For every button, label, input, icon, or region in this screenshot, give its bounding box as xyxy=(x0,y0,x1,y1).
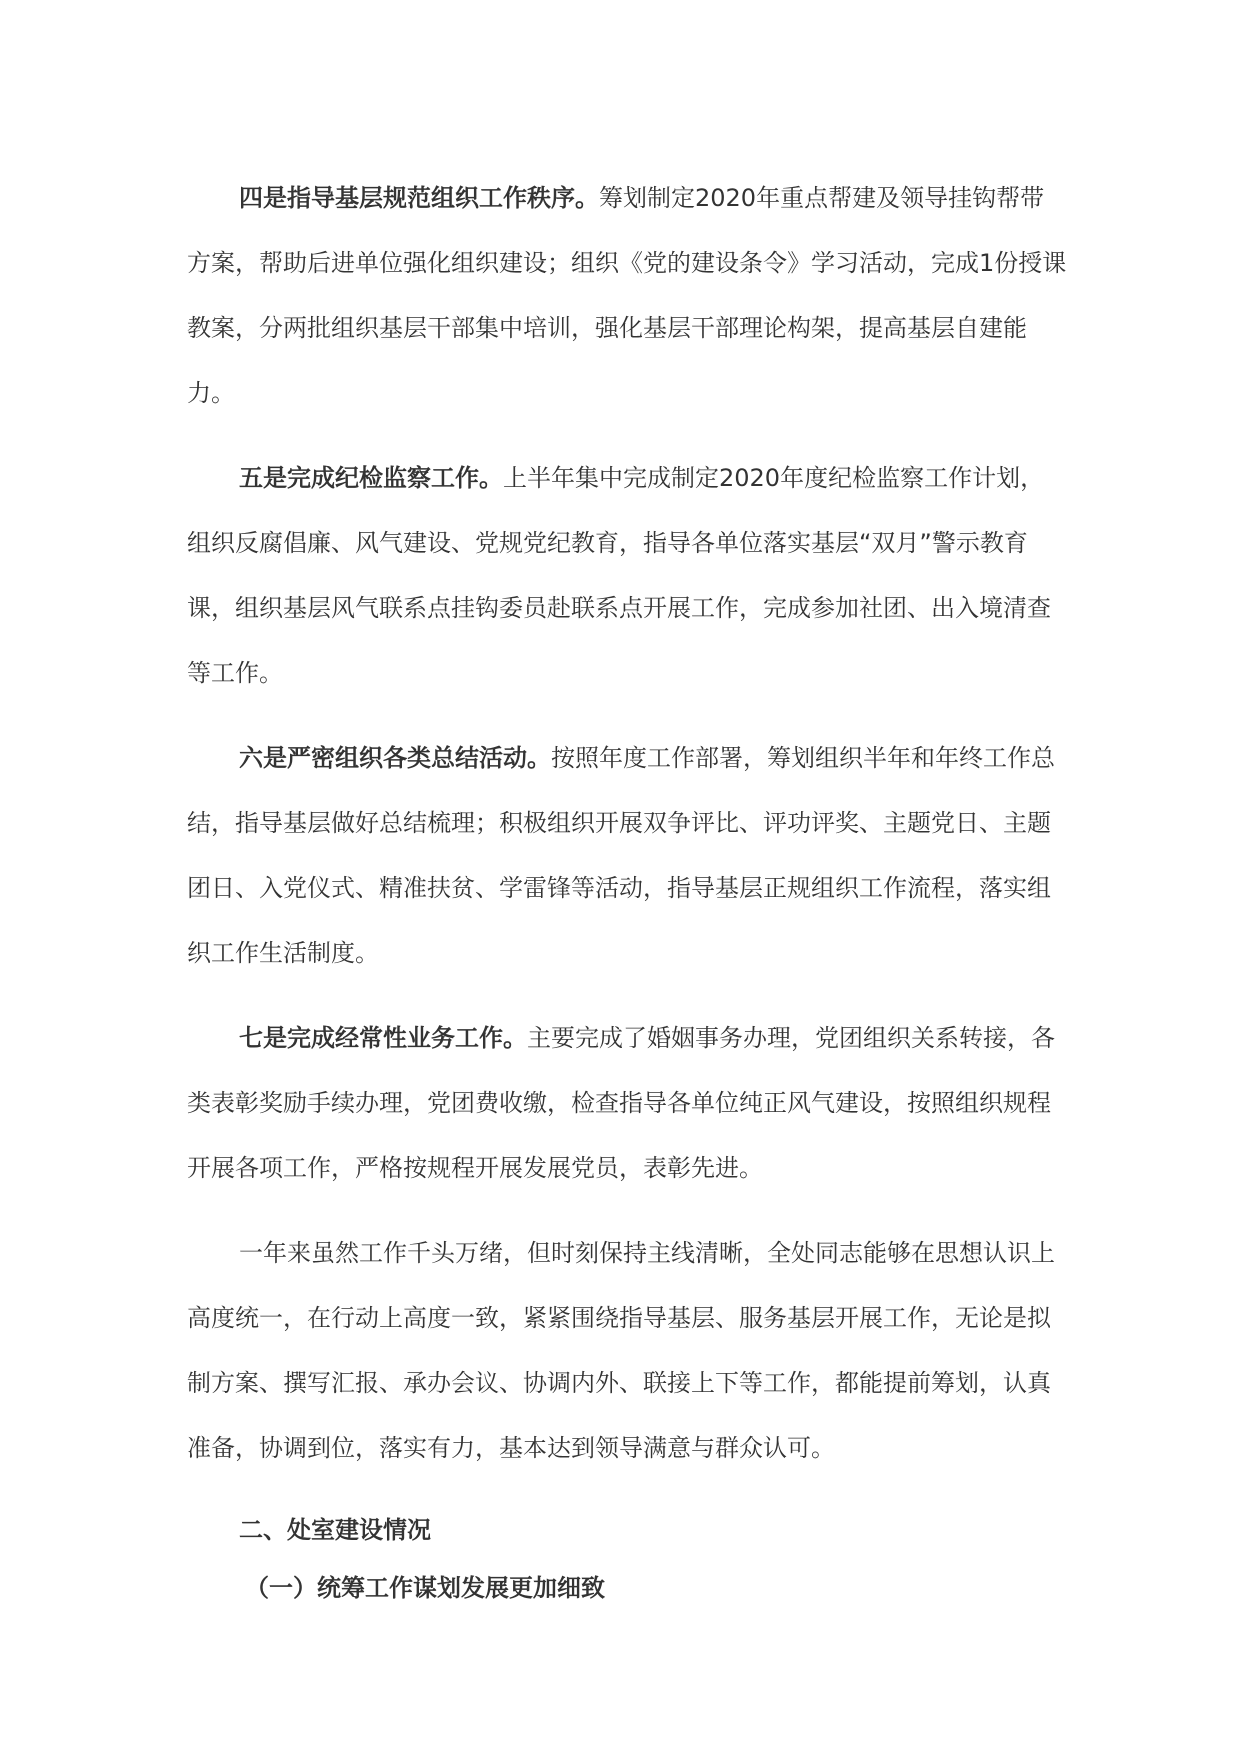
subsection-heading: （一）统筹工作谋划发展更加细致 xyxy=(245,1574,605,1602)
paragraph-year-review xyxy=(187,1221,1067,1481)
section-heading: 二、处室建设情况 xyxy=(239,1516,431,1544)
paragraph-text: 主要完成了婚姻事务办理，党团组织关系转接，各类表彰奖励手续办理，党团费收缴，检查指导各单位纯正风气建设，按照组织规程开展各项工作，严格按规程开展发展党员，表彰先进。 xyxy=(187,1024,1055,1182)
paragraph-organization-order xyxy=(187,166,1067,426)
paragraph-text: 按照年度工作部署，筹划组织半年和年终工作总结，指导基层做好总结梳理；积极组织开展双争评比、评功评奖、主题党日、主题团日、入党仪式、精准扶贫、学雷锋等活动，指导基层正规组织工作流程，落实组织工作生活制度。 xyxy=(187,744,1055,967)
paragraph-discipline-inspection xyxy=(187,446,1067,706)
paragraph-text: 上半年集中完成制定2020年度纪检监察工作计划，组织反腐倡廉、风气建设、党规党纪教育，指导各单位落实基层“双月”警示教育课，组织基层风气联系点挂钩委员赴联系点开展工作，完成参加社团、出入境清查等工作。 xyxy=(187,464,1051,687)
paragraph-routine-business xyxy=(187,1006,1067,1201)
paragraph-lead: 五是完成纪检监察工作。 xyxy=(239,464,503,492)
document-body xyxy=(187,166,1067,1617)
paragraph-text: 筹划制定2020年重点帮建及领导挂钩帮带方案，帮助后进单位强化组织建设；组织《党的建设条令》学习活动，完成1份授课教案，分两批组织基层干部集中培训，强化基层干部理论构架，提高基层自建能力。 xyxy=(187,184,1067,407)
paragraph-text: 一年来虽然工作千头万绪，但时刻保持主线清晰，全处同志能够在思想认识上高度统一，在行动上高度一致，紧紧围绕指导基层、服务基层开展工作，无论是拟制方案、撰写汇报、承办会议、协调内外、联接上下等工作，都能提前筹划，认真准备，协调到位，落实有力，基本达到领导满意与群众认可。 xyxy=(187,1239,1055,1462)
paragraph-lead: 四是指导基层规范组织工作秩序。 xyxy=(239,184,599,212)
paragraph-lead: 七是完成经常性业务工作。 xyxy=(239,1024,527,1052)
paragraph-lead: 六是严密组织各类总结活动。 xyxy=(239,744,551,772)
paragraph-summary-activities xyxy=(187,726,1067,986)
